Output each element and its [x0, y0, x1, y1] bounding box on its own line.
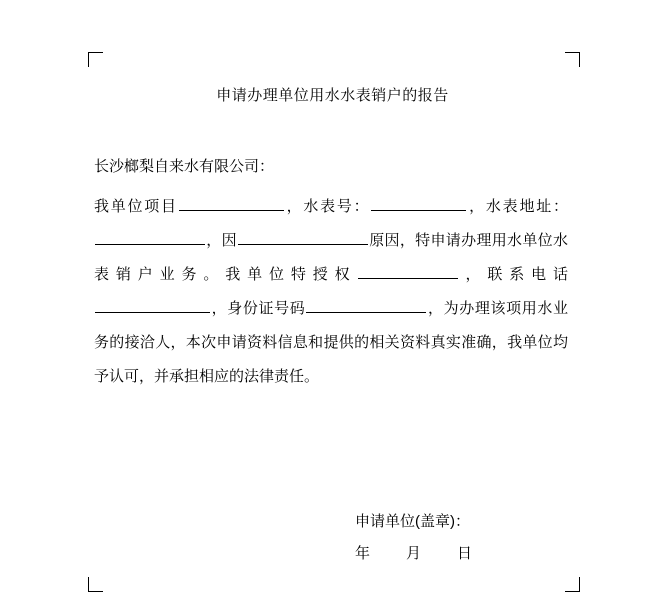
- blank-reason[interactable]: [238, 227, 368, 245]
- blank-meter-address[interactable]: [95, 227, 205, 245]
- paragraph-segment-5: ，因: [206, 232, 237, 249]
- date-line: [355, 537, 472, 571]
- document-body: [94, 150, 568, 394]
- paragraph-segment-9: 系电话: [509, 266, 568, 283]
- paragraph-segment-12: 办理该项用水业务的接洽人，本次申请资料信息和提供的相关资料真: [94, 300, 568, 351]
- paragraph-segment-2: ，水表号：: [284, 198, 371, 215]
- corner-mark-top-left: [88, 52, 103, 67]
- paragraph-segment-1: 我单位项目: [94, 198, 178, 215]
- paragraph-segment-13: 实准确，我单位均予认可，并承担相应的法律责任。: [94, 334, 568, 385]
- salutation-line: 长沙榔梨自来水有限公司：: [94, 158, 275, 175]
- paragraph-segment-6: 原因，特申: [368, 232, 446, 249]
- date-month-label: 月: [406, 545, 422, 562]
- blank-meter-number[interactable]: [371, 193, 466, 211]
- paragraph-segment-11: ，为: [427, 300, 460, 317]
- paragraph-segment-3: ，水表: [467, 198, 520, 215]
- main-paragraph: [94, 190, 568, 394]
- blank-project-name[interactable]: [179, 193, 284, 211]
- date-year-label: 年: [355, 545, 371, 562]
- blank-id-number[interactable]: [306, 295, 426, 313]
- blank-phone[interactable]: [95, 295, 210, 313]
- blank-authorized-person[interactable]: [358, 261, 458, 279]
- paragraph-segment-7: 请办理用水单位水表销户业务。我单位特授权: [94, 232, 568, 283]
- date-day-label: 日: [457, 545, 473, 562]
- document-title: 申请办理单位用水水表销户的报告: [216, 87, 449, 104]
- paragraph-segment-4: 地址：: [519, 198, 568, 215]
- corner-mark-top-right: [565, 52, 580, 67]
- corner-mark-bottom-right: [565, 577, 580, 592]
- corner-mark-bottom-left: [88, 577, 103, 592]
- signature-line: 申请单位(盖章)：: [355, 513, 470, 530]
- paragraph-segment-8: ，联: [458, 266, 510, 283]
- paragraph-segment-10: ，身份证号码: [211, 300, 306, 317]
